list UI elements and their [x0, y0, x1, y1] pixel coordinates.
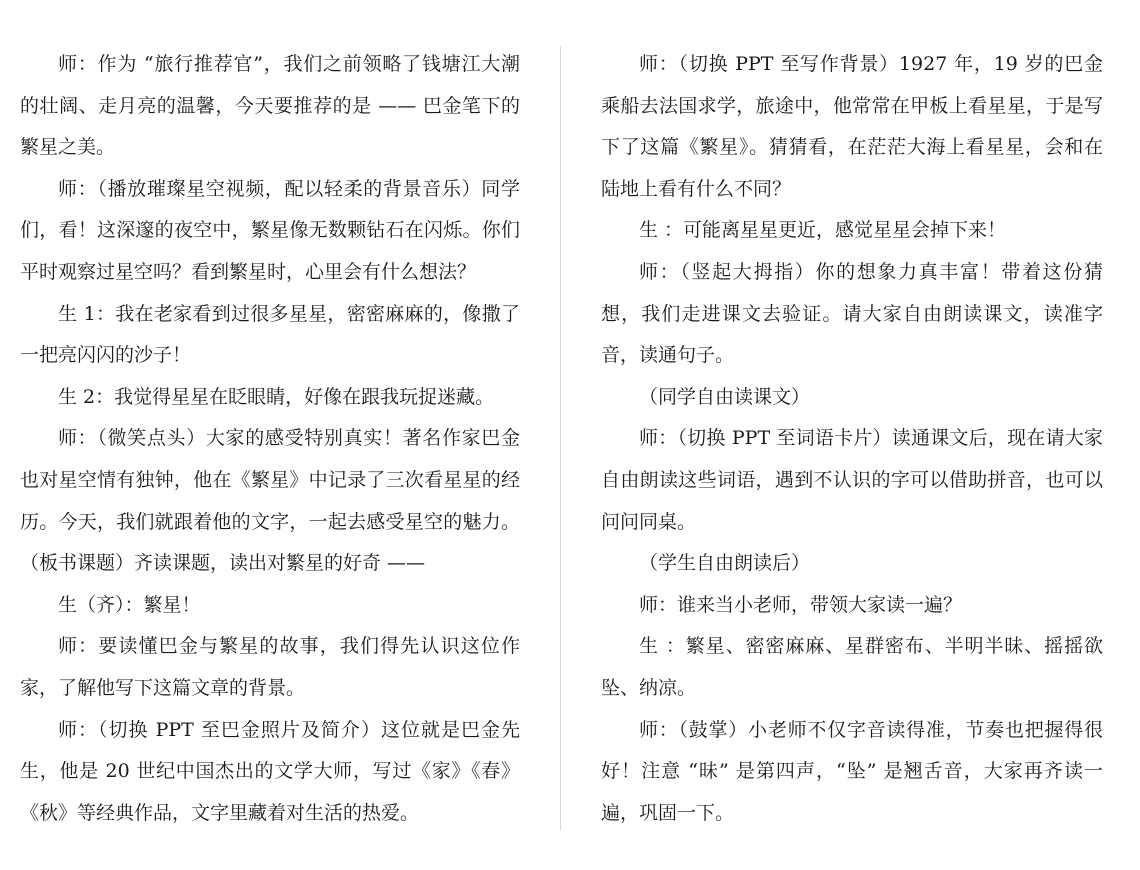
- paragraph: （学生自由朗读后）: [639, 552, 811, 575]
- paragraph: 师：（切换 PPT 至巴金照片及简介）这位就是巴金先生，他是 20 世纪中国杰出的文学大师，写过《家》《春》《秋》等经典作品，文字里藏着对生活的热爱。: [20, 718, 520, 824]
- paragraph: 师：（切换 PPT 至词语卡片）读通课文后，现在请大家自由朗读这些词语，遇到不认识的字可以借助拼音，也可以问问同桌。: [601, 427, 1103, 533]
- paragraph: 师：（竖起大拇指）你的想象力真丰富！带着这份猜想，我们走进课文去验证。请大家自由朗读课文，读准字音，读通句子。: [601, 260, 1103, 367]
- paragraph: 师：（鼓掌）小老师不仅字音读得准，节奏也把握得很好！注意 “昧” 是第四声，“坠” 是翘舌音，大家再齐读一遍，巩固一下。: [601, 718, 1103, 824]
- paragraph: 师：要读懂巴金与繁星的故事，我们得先认识这位作家，了解他写下这篇文章的背景。: [20, 635, 520, 699]
- column-divider: [560, 46, 561, 830]
- paragraph: 师：（播放璀璨星空视频，配以轻柔的背景音乐）同学们，看！这深邃的夜空中，繁星像无数颗钻石在闪烁。你们平时观察过星空吗？看到繁星时，心里会有什么想法？: [20, 177, 520, 283]
- paragraph: 师：（切换 PPT 至写作背景）1927 年，19 岁的巴金乘船去法国求学，旅途中，他常常在甲板上看星星，于是写下了这篇《繁星》。猜猜看，在茫茫大海上看星星，会和在陆地上看有什么不同？: [601, 53, 1103, 200]
- paragraph: 师：（微笑点头）大家的感受特别真实！著名作家巴金也对星空情有独钟，他在《繁星》中记录了三次看星星的经历。今天，我们就跟着他的文字，一起去感受星空的魅力。（板书课题）齐读课题，读出对繁星的好奇 ——: [20, 427, 520, 575]
- paragraph: 生 ：繁星、密密麻麻、星群密布、半明半昧、摇摇欲坠、纳凉。: [601, 635, 1103, 699]
- paragraph: 生 2：我觉得星星在眨眼睛，好像在跟我玩捉迷藏。: [58, 385, 495, 408]
- left-column: [20, 44, 520, 834]
- paragraph: 生 ：可能离星星更近，感觉星星会掉下来！: [639, 219, 1007, 242]
- paragraph: 生（齐）：繁星！: [58, 593, 201, 616]
- paragraph: 师：作为 “旅行推荐官”，我们之前领略了钱塘江大潮的壮阔、走月亮的温馨，今天要推荐的是 —— 巴金笔下的繁星之美。: [20, 53, 520, 159]
- paragraph: 生 1：我在老家看到过很多星星，密密麻麻的，像撒了一把亮闪闪的沙子！: [20, 302, 520, 367]
- right-column: [601, 44, 1103, 834]
- paragraph: （同学自由读课文）: [639, 385, 811, 408]
- paragraph: 师：谁来当小老师，带领大家读一遍？: [639, 593, 963, 616]
